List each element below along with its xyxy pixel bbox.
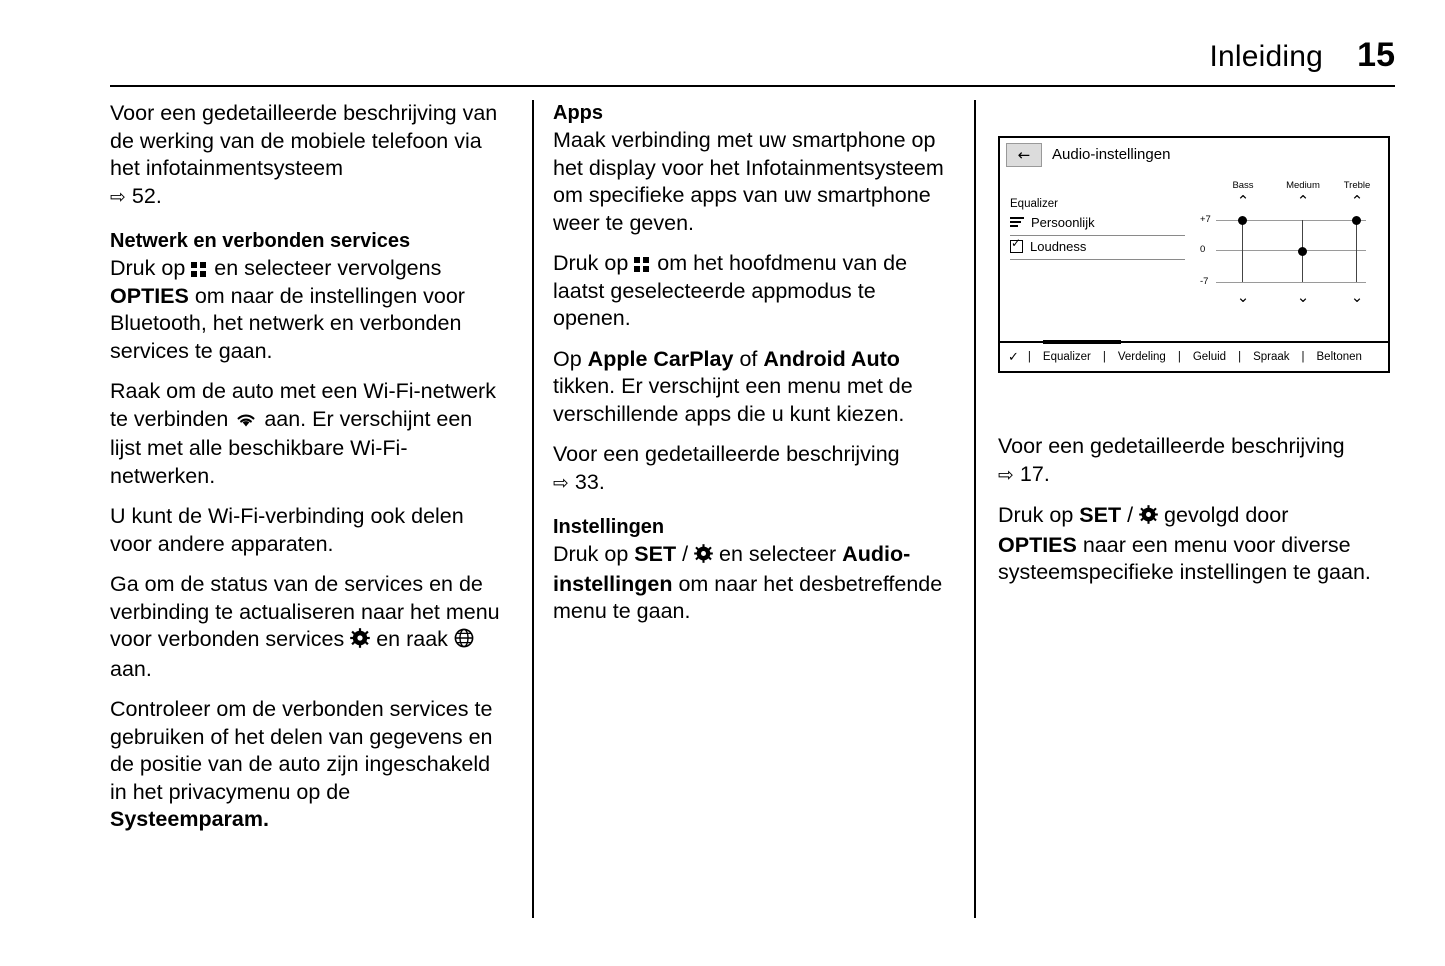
gridline-bottom [1216, 282, 1366, 283]
axis-label-top: +7 [1200, 214, 1211, 225]
apple-carplay-label: Apple CarPlay [587, 346, 734, 371]
paragraph [110, 378, 508, 490]
tab-geluid[interactable]: Geluid [1192, 351, 1227, 363]
paragraph-text: Druk op [998, 503, 1074, 527]
header-divider [110, 85, 1395, 87]
reference-page: 33. [574, 469, 605, 494]
paragraph-text: Druk op [553, 542, 629, 566]
reference-arrow-icon: ⇨ [998, 463, 1014, 486]
slider-handle-treble[interactable] [1352, 216, 1361, 225]
loudness-label: Loudness [1030, 239, 1087, 254]
gear-icon [1139, 504, 1158, 532]
band-up-bass-icon[interactable]: ⌃ [1236, 192, 1250, 210]
paragraph-text: Druk op [553, 251, 629, 275]
reference-page: 52. [131, 183, 162, 208]
paragraph-text: en raak [376, 627, 448, 651]
paragraph [553, 541, 951, 626]
paragraph-text: en selecteer [719, 542, 837, 566]
tab-beltonen[interactable]: Beltonen [1316, 351, 1362, 363]
column-3 [998, 100, 1396, 600]
opties-label: OPTIES [998, 532, 1077, 557]
paragraph [553, 250, 951, 333]
band-up-treble-icon[interactable]: ⌃ [1350, 192, 1364, 210]
paragraph [110, 571, 508, 683]
figure-topbar [1000, 138, 1388, 173]
figure-tabbar [1000, 341, 1388, 371]
tab-separator: | [1177, 351, 1181, 363]
paragraph: Maak verbinding met uw smartphone op het display voor het Infotainmentsysteem om specifieke apps van uw smartphone weer te geven. [553, 128, 944, 235]
paragraph-text: Op [553, 346, 582, 371]
audio-instellingen-label: Audio-instellingen [553, 542, 911, 596]
paragraph-text: tikken. Er verschijnt een menu met de verschillende apps die u kunt kiezen. [553, 374, 913, 426]
page-header [110, 36, 1395, 86]
paragraph [553, 346, 951, 429]
list-icon [1010, 217, 1024, 228]
paragraph-text: aan. Er verschijnt een lijst met alle beschikbare Wi-Fi-netwerken. [110, 406, 473, 488]
paragraph-text: om het hoofdmenu van de laatst geselecteerde appmodus te openen. [553, 251, 908, 330]
axis-label-bottom: -7 [1200, 276, 1209, 287]
band-label-treble: Treble [1343, 180, 1371, 191]
slider-handle-medium[interactable] [1298, 247, 1307, 256]
tab-spraak[interactable]: Spraak [1253, 351, 1290, 363]
band-down-treble-icon[interactable]: ⌄ [1350, 288, 1364, 306]
tab-verdeling[interactable]: Verdeling [1117, 351, 1166, 363]
equalizer-preset-label: Persoonlijk [1031, 215, 1095, 230]
tab-equalizer[interactable]: Equalizer [1042, 351, 1091, 363]
paragraph [110, 100, 508, 211]
equalizer-label: Equalizer [1010, 198, 1058, 210]
paragraph-text: om naar het desbetreffende menu te gaan. [553, 571, 943, 623]
slider-track-treble[interactable] [1356, 220, 1357, 282]
band-down-medium-icon[interactable]: ⌄ [1296, 288, 1310, 306]
tab-separator: | [1301, 351, 1305, 363]
tab-check-icon[interactable]: ✓ [1008, 349, 1019, 365]
equalizer-preset-row[interactable] [1010, 212, 1185, 236]
paragraph: U kunt de Wi-Fi-verbinding ook delen voor andere apparaten. [110, 504, 464, 556]
page-title: Inleiding [1209, 40, 1323, 73]
back-icon[interactable]: ← [1006, 143, 1042, 167]
paragraph [110, 255, 508, 365]
slash: / [682, 542, 689, 566]
slash: / [1127, 503, 1134, 527]
band-down-bass-icon[interactable]: ⌄ [1236, 288, 1250, 306]
paragraph-text: Ga om de status van de services en de verbinding te actualiseren naar het menu voor verbonden services [110, 572, 500, 651]
band-up-medium-icon[interactable]: ⌃ [1296, 192, 1310, 210]
paragraph-text: gevolgd door [1164, 503, 1289, 527]
paragraph-text: Voor een gedetailleerde beschrijving van de werking van de mobiele telefoon via het infotainmentsysteem [110, 101, 498, 180]
paragraph-text: Controleer om de verbonden services te gebruiken of het delen van gegevens en de positie van de auto zijn ingeschakeld in het privacymenu op de [110, 697, 493, 804]
equalizer-graph [1200, 180, 1378, 330]
paragraph [998, 433, 1396, 489]
figure-left-panel [1010, 198, 1185, 260]
tab-separator: | [1102, 351, 1106, 363]
column-2 [553, 100, 951, 639]
set-button-label: SET [1079, 503, 1122, 527]
paragraph-text: Druk op [110, 256, 186, 280]
column-divider-2 [974, 100, 976, 918]
paragraph-text: Raak om de auto met een Wi-Fi-netwerk te verbinden [110, 379, 496, 431]
slider-track-bass[interactable] [1242, 220, 1243, 282]
systeemparam-label: Systeemparam. [110, 807, 269, 831]
band-label-medium: Medium [1286, 180, 1320, 191]
content-columns [110, 100, 1395, 920]
column-1 [110, 100, 508, 847]
reference-page: 17. [1019, 461, 1050, 486]
apps-grid-icon [634, 256, 651, 272]
apps-grid-icon [191, 261, 208, 277]
gridline-mid [1216, 250, 1366, 251]
set-button-label: SET [634, 542, 677, 566]
paragraph-text: of [739, 346, 758, 371]
paragraph-text: aan. [110, 656, 152, 681]
reference-arrow-icon: ⇨ [110, 185, 126, 208]
page-number: 15 [1357, 36, 1395, 74]
figure-title: Audio-instellingen [1052, 146, 1171, 163]
reference-arrow-icon: ⇨ [553, 471, 569, 494]
globe-icon [454, 628, 474, 656]
android-auto-label: Android Auto [763, 346, 900, 371]
tab-separator: | [1238, 351, 1242, 363]
slider-handle-bass[interactable] [1238, 216, 1247, 225]
checkbox-icon[interactable] [1010, 240, 1023, 253]
opties-label: OPTIES [110, 283, 189, 308]
gear-icon [350, 628, 370, 656]
section-heading-apps: Apps [553, 102, 603, 124]
axis-label-mid: 0 [1200, 244, 1206, 255]
paragraph-text: Voor een gedetailleerde beschrijving [553, 442, 900, 466]
paragraph [998, 502, 1396, 587]
band-label-bass: Bass [1232, 180, 1254, 191]
paragraph-text: Voor een gedetailleerde beschrijving [998, 434, 1345, 458]
loudness-row[interactable] [1010, 236, 1185, 260]
section-heading-instellingen: Instellingen [553, 516, 665, 538]
column-divider-1 [532, 100, 534, 918]
audio-settings-screenshot [998, 136, 1390, 373]
paragraph-text: om naar de instellingen voor Bluetooth, het netwerk en verbonden services te gaan. [110, 283, 465, 363]
paragraph-text: naar een menu voor diverse systeemspecifieke instellingen te gaan. [998, 532, 1371, 584]
paragraph [110, 696, 508, 834]
gear-icon [694, 543, 713, 571]
section-heading-netwerk: Netwerk en verbonden services [110, 230, 411, 252]
paragraph [553, 441, 951, 497]
wifi-icon [234, 408, 258, 436]
paragraph-text: en selecteer vervolgens [214, 256, 442, 280]
tab-separator: | [1027, 351, 1031, 363]
